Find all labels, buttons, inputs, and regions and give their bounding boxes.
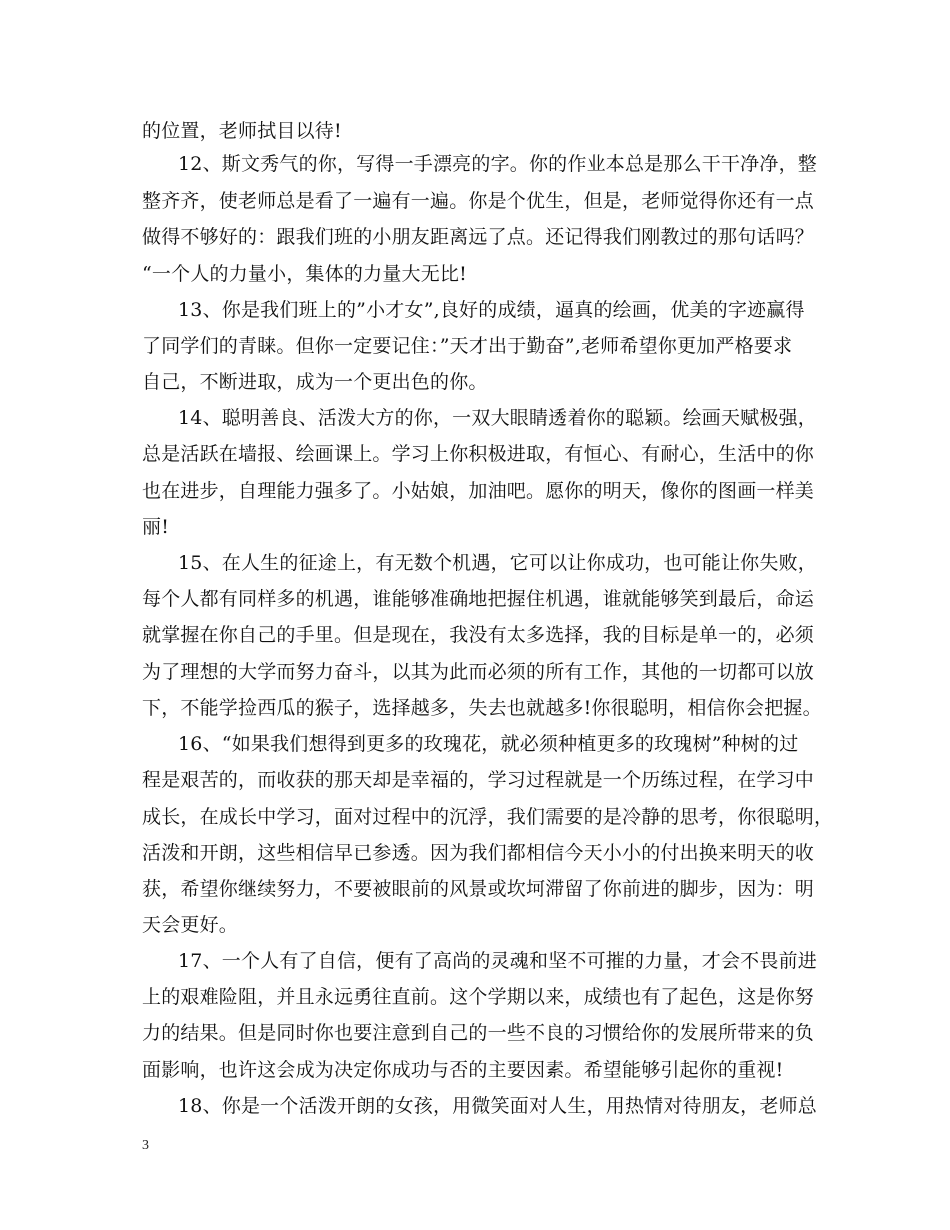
text-line: 每个人都有同样多的机遇，谁能够准确地把握住机遇，谁就能够笑到最后，命运 [142,588,815,610]
text-line: 12、斯文秀气的你，写得一手漂亮的字。你的作业本总是那么干干净净，整 [178,153,817,175]
text-line: 16、“如果我们想得到更多的玫瑰花，就必须种植更多的玫瑰树”种树的过 [178,733,799,755]
text-line: 天会更好。 [142,914,239,936]
text-line: 了同学们的青睐。但你一定要记住：”天才出于勤奋”,老师希望你更加严格要求 [142,335,793,357]
text-line: 获，希望你继续努力，不要被眼前的风景或坎坷滞留了你前进的脚步，因为：明 [142,878,815,900]
text-line: 17、一个人有了自信，便有了高尚的灵魂和坚不可摧的力量，才会不畏前进 [178,950,817,972]
text-line: 总是活跃在墙报、绘画课上。学习上你积极进取，有恒心、有耐心，生活中的你 [142,443,815,465]
text-line: 15、在人生的征途上，有无数个机遇，它可以让你成功，也可能让你失败， [178,552,817,574]
text-line: 下，不能学捡西瓜的猴子，选择越多，失去也就越多!你很聪明，相信你会把握。 [142,697,822,719]
text-line: 就掌握在你自己的手里。但是现在，我没有太多选择，我的目标是单一的，必须 [142,624,815,646]
text-line: 整齐齐，使老师总是看了一遍有一遍。你是个优生，但是，老师觉得你还有一点 [142,190,815,212]
text-line: 18、你是一个活泼开朗的女孩，用微笑面对人生，用热情对待朋友，老师总 [178,1095,817,1117]
text-line: 做得不够好的：跟我们班的小朋友距离远了点。还记得我们刚教过的那句话吗？ [142,226,815,248]
text-line: 的位置，老师拭目以待! [142,120,342,142]
text-line: 14、聪明善良、活泼大方的你，一双大眼睛透着你的聪颖。绘画天赋极强， [178,407,817,429]
text-line: 13、你是我们班上的”小才女”,良好的成绩，逼真的绘画，优美的字迹赢得 [178,299,805,321]
text-line: 成长，在成长中学习，面对过程中的沉浮，我们需要的是冷静的思考，你很聪明， [142,806,834,828]
text-line: 上的艰难险阻，并且永远勇往直前。这个学期以来，成绩也有了起色，这是你努 [142,986,815,1008]
text-line: 丽! [142,516,170,538]
text-line: 程是艰苦的，而收获的那天却是幸福的，学习过程就是一个历练过程，在学习中 [142,769,815,791]
text-line: 自己，不断进取，成为一个更出色的你。 [142,371,488,393]
text-line: 为了理想的大学而努力奋斗，以其为此而必须的所有工作，其他的一切都可以放 [142,661,815,683]
text-line: 也在进步，自理能力强多了。小姑娘，加油吧。愿你的明天，像你的图画一样美 [142,480,815,502]
text-line: “一个人的力量小，集体的力量大无比! [142,263,467,285]
text-line: 面影响，也许这会成为决定你成功与否的主要因素。希望能够引起你的重视! [142,1059,784,1081]
text-line: 活泼和开朗，这些相信早已参透。因为我们都相信今天小小的付出换来明天的收 [142,842,815,864]
page-number: 3 [142,1138,149,1153]
text-line: 力的结果。但是同时你也要注意到自己的一些不良的习惯给你的发展所带来的负 [142,1022,815,1044]
